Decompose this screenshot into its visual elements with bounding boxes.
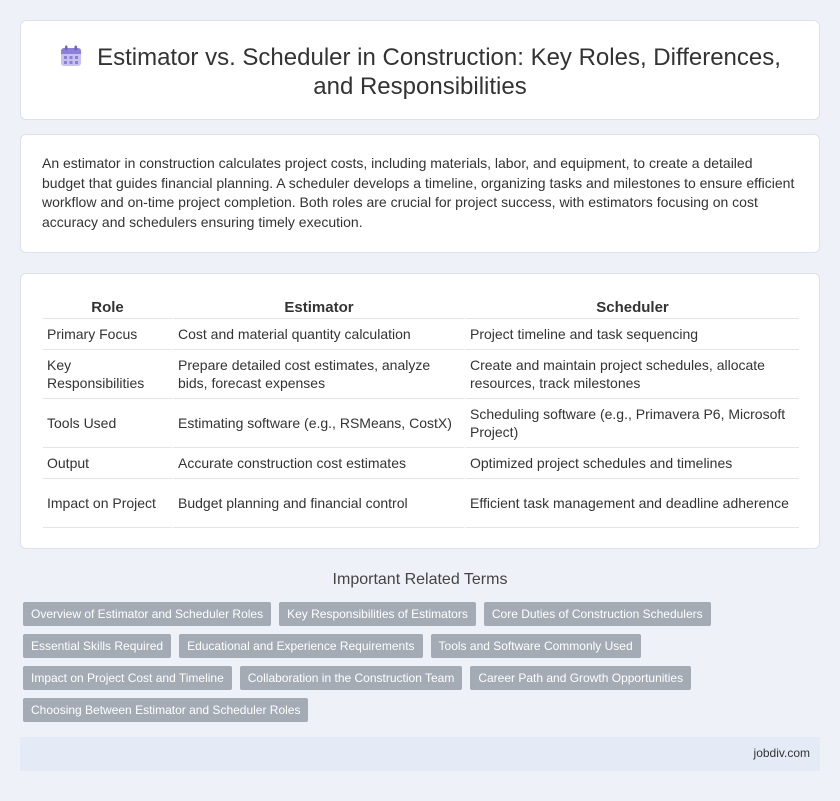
- role-cell: Tools Used: [43, 399, 172, 448]
- related-term-tag[interactable]: Career Path and Growth Opportunities: [470, 666, 691, 690]
- table-header-row: [43, 294, 799, 319]
- scheduler-cell: Create and maintain project schedules, allocate resources, track milestones: [464, 350, 799, 399]
- scheduler-cell: Project timeline and task sequencing: [464, 319, 799, 350]
- estimator-cell: Prepare detailed cost estimates, analyze bids, forecast expenses: [172, 350, 464, 399]
- intro-card: [20, 134, 820, 253]
- estimator-cell: Budget planning and financial control: [172, 479, 464, 528]
- related-term-tag[interactable]: Essential Skills Required: [23, 634, 171, 658]
- page-title-wrap: [21, 43, 819, 101]
- header-estimator: Estimator: [172, 294, 464, 319]
- related-term-tag[interactable]: Collaboration in the Construction Team: [240, 666, 463, 690]
- estimator-cell: Cost and material quantity calculation: [172, 319, 464, 350]
- related-term-tag[interactable]: Impact on Project Cost and Timeline: [23, 666, 232, 690]
- footer-bar: [20, 737, 820, 771]
- header-role: Role: [43, 294, 172, 319]
- related-term-tag[interactable]: Tools and Software Commonly Used: [431, 634, 641, 658]
- scheduler-cell: Efficient task management and deadline adherence: [464, 479, 799, 528]
- estimator-cell: Accurate construction cost estimates: [172, 448, 464, 479]
- related-term-tag[interactable]: Overview of Estimator and Scheduler Roles: [23, 602, 271, 626]
- role-cell: Primary Focus: [43, 319, 172, 350]
- table-row: [43, 399, 799, 448]
- page-title: Estimator vs. Scheduler in Construction: Key Roles, Differences, and Responsibilities: [97, 44, 781, 100]
- related-term-tag[interactable]: Choosing Between Estimator and Scheduler Roles: [23, 698, 308, 722]
- related-terms-title: Important Related Terms: [332, 571, 508, 588]
- scheduler-cell: Scheduling software (e.g., Primavera P6, Microsoft Project): [464, 399, 799, 448]
- header-card: [20, 20, 820, 120]
- role-cell: Output: [43, 448, 172, 479]
- table-row: [43, 479, 799, 528]
- related-terms-list: [23, 602, 743, 722]
- comparison-card: [20, 273, 820, 549]
- header-scheduler: Scheduler: [464, 294, 799, 319]
- scheduler-cell: Optimized project schedules and timelines: [464, 448, 799, 479]
- role-cell: Impact on Project: [43, 479, 172, 528]
- table-row: [43, 319, 799, 350]
- calendar-icon: [59, 44, 83, 68]
- intro-paragraph: An estimator in construction calculates project costs, including materials, labor, and equipment, to create a detailed budget that guides financial planning. A scheduler develops a timeline, organizing tasks and milestones to ensure efficient workflow and on-time project completion. Both roles are crucial for project success, with estimators focusing on cost accuracy and schedulers ensuring timely execution.: [42, 155, 795, 230]
- estimator-cell: Estimating software (e.g., RSMeans, CostX): [172, 399, 464, 448]
- role-cell: Key Responsibilities: [43, 350, 172, 399]
- related-term-tag[interactable]: Key Responsibilities of Estimators: [279, 602, 476, 626]
- comparison-table: [43, 294, 799, 528]
- related-term-tag[interactable]: Educational and Experience Requirements: [179, 634, 422, 658]
- table-row: [43, 350, 799, 399]
- footer-site-link[interactable]: jobdiv.com: [753, 746, 810, 760]
- table-row: [43, 448, 799, 479]
- related-term-tag[interactable]: Core Duties of Construction Schedulers: [484, 602, 711, 626]
